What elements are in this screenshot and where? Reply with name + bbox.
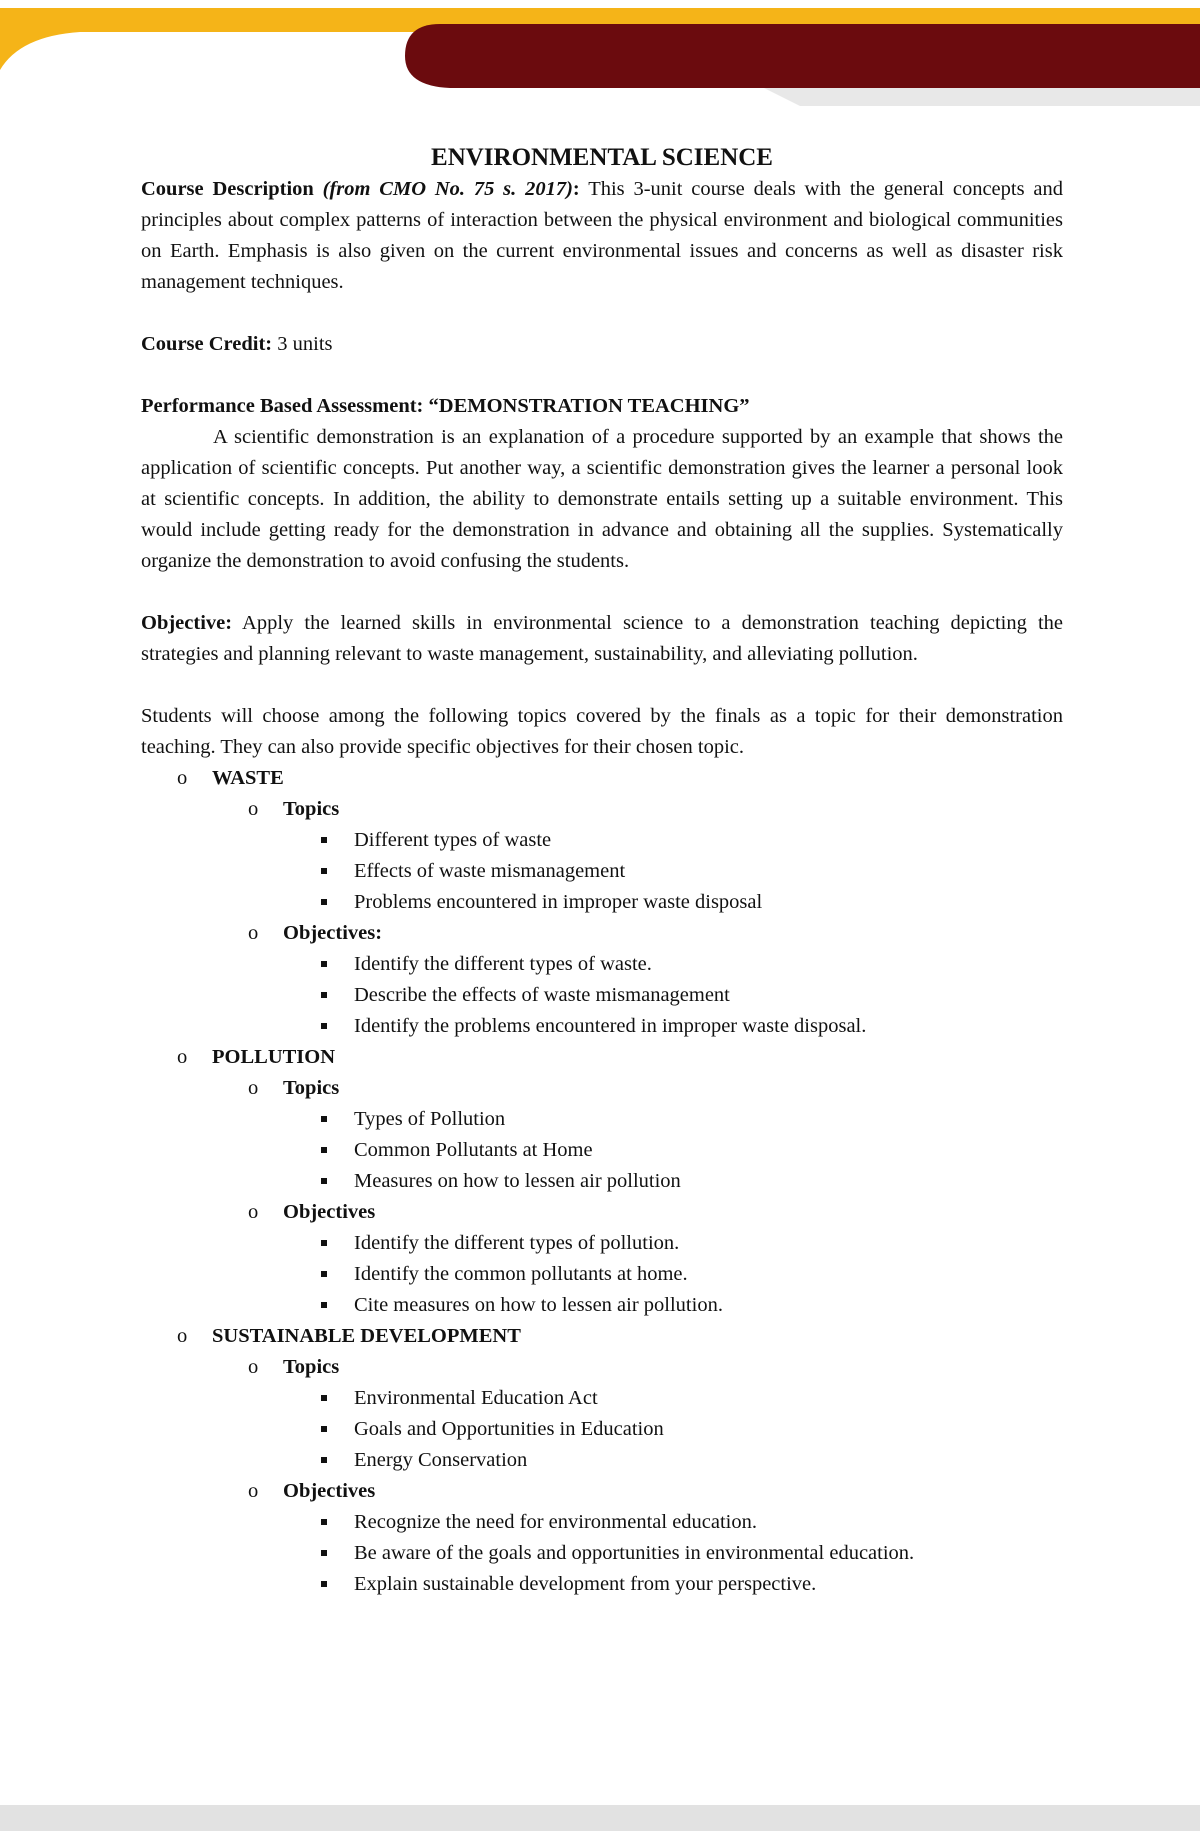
objective [141, 608, 1063, 670]
list-item: Effects of waste mismanagement [283, 856, 1063, 887]
assessment-label: Performance Based Assessment: “DEMONSTRATION TEACHING” [141, 395, 750, 417]
objective-list [283, 1507, 1063, 1600]
course-description-colon: : [572, 178, 580, 200]
topics-label: o Topics [283, 1352, 1063, 1383]
sub-list [212, 1073, 1063, 1321]
section-title: o SUSTAINABLE DEVELOPMENT [212, 1321, 1063, 1352]
objectives-label: o Objectives [283, 1476, 1063, 1507]
course-credit-value: 3 units [272, 333, 333, 355]
list-item: Cite measures on how to lessen air pollution. [283, 1290, 1063, 1321]
list-item: Problems encountered in improper waste disposal [283, 887, 1063, 918]
header-banner [0, 0, 1200, 120]
assessment-text: A scientific demonstration is an explanation of a procedure supported by an example that shows the application of scientific concepts. Put another way, a scientific demonstration gives the learner a personal look at scientific concepts. In addition, the ability to demonstrate entails setting up a suitable environment. This would include getting ready for the demonstration in advance and obtaining all the supplies. Systematically organize the demonstration to avoid confusing the students. [141, 426, 1063, 572]
course-credit [141, 329, 1063, 360]
section-title: o WASTE [212, 763, 1063, 794]
list-item: Identify the different types of waste. [283, 949, 1063, 980]
objectives-label: o Objectives [283, 1197, 1063, 1228]
sub-item [212, 1197, 1063, 1321]
list-item: Be aware of the goals and opportunities in environmental education. [283, 1538, 1063, 1569]
list-item: Identify the different types of pollution. [283, 1228, 1063, 1259]
course-credit-label: Course Credit: [141, 333, 273, 355]
list-item: Describe the effects of waste mismanagement [283, 980, 1063, 1011]
course-description-source: (from CMO No. 75 s. 2017) [322, 178, 573, 200]
objectives-label: o Objectives: [283, 918, 1063, 949]
assessment-heading [141, 391, 1063, 422]
topic-list [283, 1383, 1063, 1476]
footer-gray-bar [0, 1805, 1200, 1831]
list-item: Environmental Education Act [283, 1383, 1063, 1414]
sub-item [212, 1352, 1063, 1476]
document-body [141, 142, 1063, 1600]
sub-list [212, 794, 1063, 1042]
topic-list [283, 1104, 1063, 1197]
sub-item [212, 794, 1063, 918]
header-maroon-band [405, 24, 1200, 88]
objective-list [283, 949, 1063, 1042]
list-item: Identify the common pollutants at home. [283, 1259, 1063, 1290]
course-description [141, 174, 1063, 298]
sub-item [212, 918, 1063, 1042]
section-title: o POLLUTION [212, 1042, 1063, 1073]
topics-intro: Students will choose among the following topics covered by the finals as a topic for their demonstration teaching. They can also provide specific objectives for their chosen topic. [141, 705, 1063, 758]
sub-item [212, 1073, 1063, 1197]
list-item: Types of Pollution [283, 1104, 1063, 1135]
section-item [141, 763, 1063, 1042]
header-gray-band [760, 86, 1200, 106]
course-description-text: This 3-unit course deals with the general concepts and principles about complex patterns of interaction between the physical environment and biological communities on Earth. Emphasis is also given on the current environmental issues and concerns as well as disaster risk management techniques. [141, 178, 1063, 293]
objective-text: Apply the learned skills in environmental science to a demonstration teaching depicting the strategies and planning relevant to waste management, sustainability, and alleviating pollution. [141, 612, 1063, 665]
objective-label: Objective: [141, 612, 233, 634]
section-item [141, 1042, 1063, 1321]
course-description-label: Course Description [141, 178, 314, 200]
list-item: Goals and Opportunities in Education [283, 1414, 1063, 1445]
list-item: Common Pollutants at Home [283, 1135, 1063, 1166]
list-item: Explain sustainable development from your perspective. [283, 1569, 1063, 1600]
objective-list [283, 1228, 1063, 1321]
topics-label: o Topics [283, 1073, 1063, 1104]
list-item: Recognize the need for environmental education. [283, 1507, 1063, 1538]
list-item: Identify the problems encountered in improper waste disposal. [283, 1011, 1063, 1042]
sub-item [212, 1476, 1063, 1600]
sub-list [212, 1352, 1063, 1600]
topic-list [283, 825, 1063, 918]
page-title: ENVIRONMENTAL SCIENCE [431, 144, 773, 171]
section-list [141, 763, 1063, 1600]
section-item [141, 1321, 1063, 1600]
list-item: Different types of waste [283, 825, 1063, 856]
topics-label: o Topics [283, 794, 1063, 825]
list-item: Measures on how to lessen air pollution [283, 1166, 1063, 1197]
list-item: Energy Conservation [283, 1445, 1063, 1476]
footer-band [0, 1795, 1200, 1835]
